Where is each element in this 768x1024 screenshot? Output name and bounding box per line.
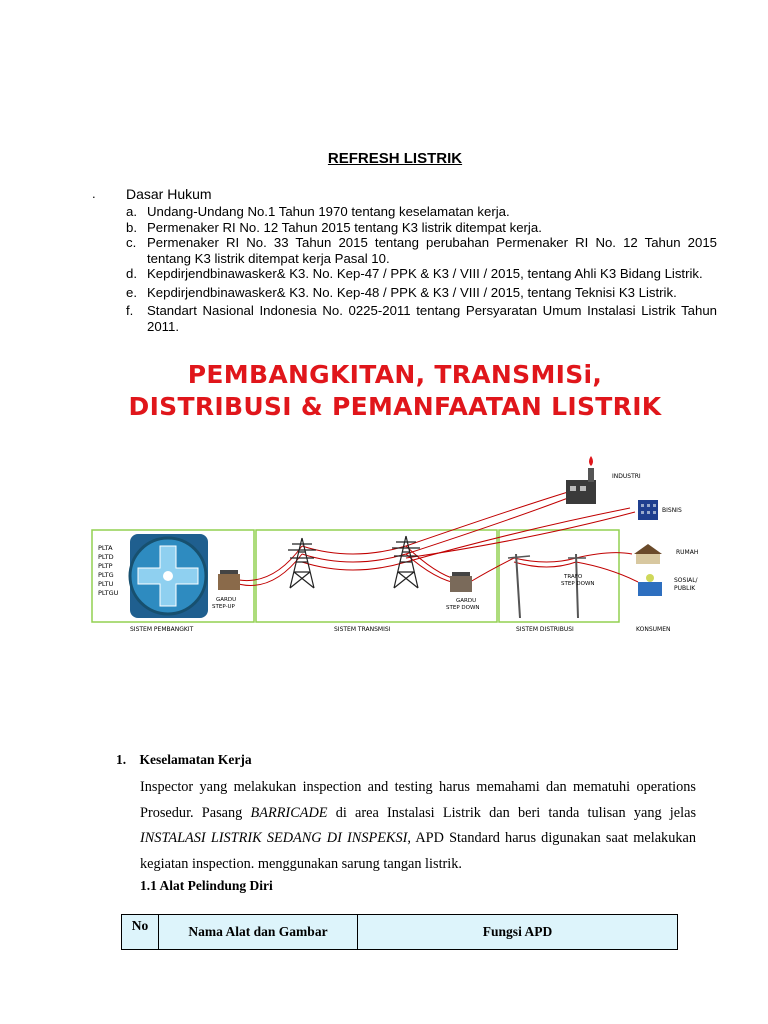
transmission-tower-icon (288, 538, 316, 588)
power-system-heading-line1: PEMBANGKITAN, TRANSMISi, (187, 360, 603, 389)
legal-item-text: Permenaker RI No. 12 Tahun 2015 tentang K3 listrik ditempat kerja. (147, 219, 542, 235)
legal-item (126, 235, 717, 266)
plant-type: PLTA (98, 544, 113, 552)
keselamatan-kerja-paragraph (140, 775, 696, 877)
apd-table (121, 914, 678, 950)
col-no-header: No (122, 915, 159, 950)
legal-item (126, 303, 717, 334)
public-building-icon (638, 574, 662, 596)
plant-type: PLTU (98, 580, 114, 588)
list-bullet: . (92, 186, 96, 201)
gardu-step-up-label: STEP-UP (212, 604, 235, 610)
col-fungsi-header: Fungsi APD (358, 915, 678, 950)
legal-item-letter: f. (126, 303, 134, 318)
legal-item-letter: d. (126, 266, 137, 281)
paragraph-text: , APD Standard harus digunakan saat melakukan kegiatan inspection. menggunakan sarung tangan listrik. (140, 830, 696, 872)
power-system-heading-line2: DISTRIBUSI & PEMANFAATAN LISTRIK (128, 392, 662, 421)
sistem-pembangkit-label: SISTEM PEMBANGKIT (130, 626, 194, 633)
step-down-transformer-icon (450, 572, 472, 592)
legal-item-text: Kepdirjendbinawasker& K3. No. Kep-47 / PPK & K3 / VIII / 2015, tentang Ahli K3 Bidang Listrik. (147, 266, 703, 281)
sosial-publik-label: PUBLIK (674, 585, 696, 592)
plant-type: PLTD (98, 553, 114, 561)
legal-item-text: Standart Nasional Indonesia No. 0225-2011 tentang Persyaratan Umum Instalasi Listrik Tahun 2011. (147, 303, 717, 334)
alat-pelindung-diri-heading: 1.1 Alat Pelindung Diri (140, 878, 273, 893)
house-icon (634, 544, 662, 564)
konsumen-label: KONSUMEN (636, 626, 671, 633)
industri-label: INDUSTRI (612, 473, 641, 480)
section-1-title: Keselamatan Kerja (139, 752, 252, 767)
legal-basis-list (126, 204, 717, 334)
table-header-row (122, 915, 678, 950)
plant-type: PLTG (98, 571, 114, 579)
document-title: REFRESH LISTRIK (327, 150, 463, 167)
legal-item (126, 285, 717, 301)
gardu-step-down-label: STEP DOWN (446, 605, 480, 611)
legal-item (126, 266, 717, 282)
generator-icon (130, 534, 208, 618)
legal-item (126, 204, 717, 220)
gardu-step-down-label: GARDU (456, 598, 477, 604)
power-system-diagram (90, 450, 702, 640)
legal-item-letter: a. (126, 204, 137, 219)
paragraph-text: Inspector yang melakukan inspection and testing harus memahami dan mematuhi operations Prosedur. Pasang (140, 779, 696, 821)
plant-type: PLTP (98, 562, 113, 570)
paragraph-text: di area Instalasi Listrik dan beri tanda tulisan yang jelas (327, 804, 697, 821)
step-up-transformer-icon (218, 570, 240, 590)
barricade-text: BARRICADE (250, 804, 328, 821)
bisnis-label: BISNIS (662, 507, 682, 514)
legal-item-letter: b. (126, 219, 137, 235)
legal-item (126, 220, 717, 236)
gardu-step-up-label: GARDU (216, 597, 237, 603)
col-nama-header: Nama Alat dan Gambar (159, 915, 358, 950)
sosial-publik-label: SOSIAL/ (674, 577, 698, 584)
trafo-step-down-label: TRAFO (564, 574, 583, 580)
legal-item-text: Kepdirjendbinawasker& K3. No. Kep-48 / PPK & K3 / VIII / 2015, tentang Teknisi K3 Listrik. (147, 284, 677, 300)
trafo-step-down-label: STEP DOWN (561, 581, 595, 587)
sistem-distribusi-label: SISTEM DISTRIBUSI (516, 626, 574, 633)
rumah-label: RUMAH (676, 549, 699, 556)
legal-item-text: Undang-Undang No.1 Tahun 1970 tentang keselamatan kerja. (147, 204, 510, 219)
section-1-heading (116, 752, 252, 768)
legal-item-letter: c. (126, 235, 137, 250)
factory-icon (566, 456, 596, 504)
legal-item-letter: e. (126, 284, 137, 300)
sistem-transmisi-label: SISTEM TRANSMISI (334, 626, 391, 633)
dasar-hukum-label: Dasar Hukum (126, 186, 212, 202)
section-1-number: 1. (116, 752, 127, 767)
instalasi-warning-text: INSTALASI LISTRIK SEDANG DI INSPEKSI (140, 830, 408, 846)
legal-item-text: Permenaker RI No. 33 Tahun 2015 tentang perubahan Permenaker RI No. 12 Tahun 2015 tentang K3 listrik ditempat kerja Pasal 10. (147, 235, 717, 266)
plant-type: PLTGU (98, 589, 119, 597)
office-building-icon (638, 500, 658, 520)
